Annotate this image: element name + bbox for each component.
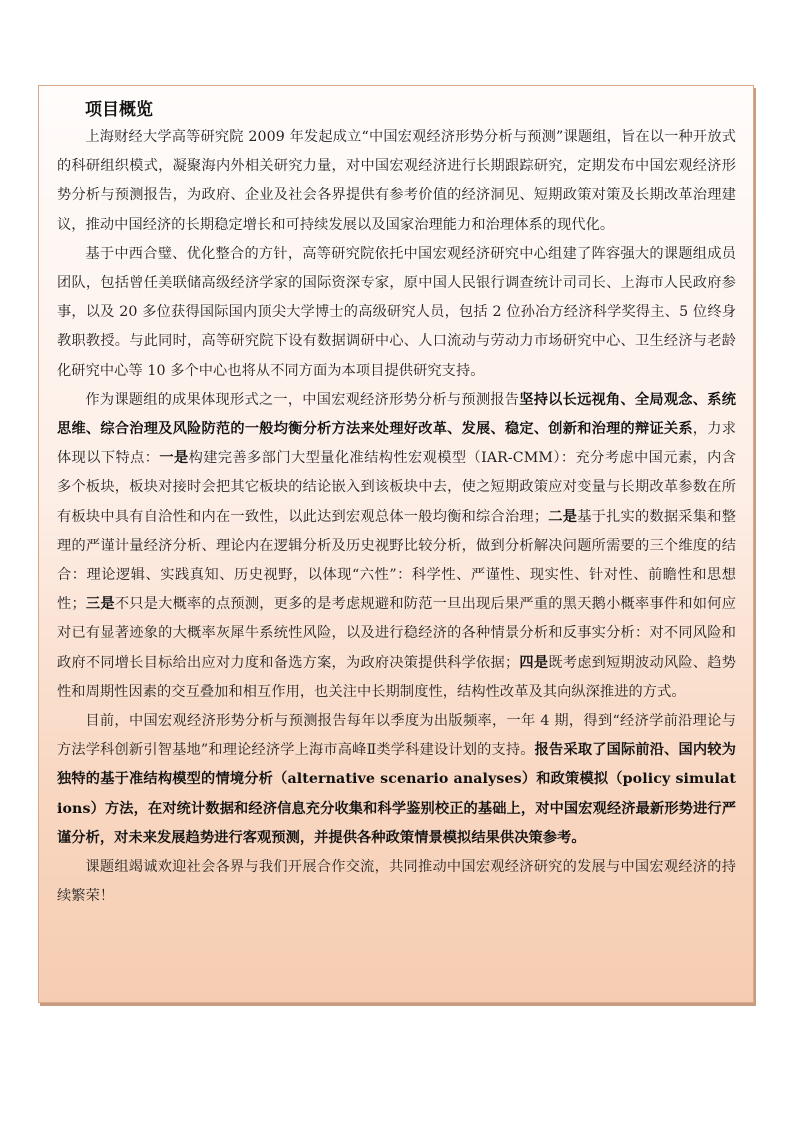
section-title: 项目概览 [85, 100, 153, 120]
feature-marker-1: 一是 [159, 450, 189, 467]
feature-marker-3: 三是 [85, 596, 115, 613]
paragraph-intro: 上海财经大学高等研究院 2009 年发起成立“中国宏观经济形势分析与预测”课题组，旨在以一种开放式的科研组织模式，凝聚海内外相关研究力量，对中国宏观经济进行长期跟踪研究，定期发布中国宏观经济形势分析与预测报告，为政府、企业及社会各界提供有参考价值的经济洞见、短期政策对策及长期改革治理建议，推动中国经济的长期稳定增长和可持续发展以及国家治理能力和治理体系的现代化。 [57, 129, 736, 233]
features-text-6: 既考虑到短期波动风险、趋势性和周期性因素的交互叠加和相互作用，也关注中长期制度性，结构性改革及其向纵深推进的方式。 [57, 654, 736, 700]
publication-text: 目前，中国宏观经济形势分析与预测报告每年以季度为出版频率，一年 4 期，得到“经济学前沿理论与方法学科创新引智基地”和理论经济学上海市高峰Ⅱ类学科建设计划的支持。 [57, 713, 736, 759]
feature-marker-2: 二是 [548, 508, 578, 525]
features-text-4: 基于扎实的数据采集和整理的严谨计量经济分析、理论内在逻辑分析及历史视野比较分析，做到分析解决问题所需要的三个维度的结合：理论逻辑、实践真知、历史视野，以体现“六性”：科学性、严谨性、现实性、针对性、前瞻性和思想性； [57, 508, 736, 613]
paragraph-team: 基于中西合璧、优化整合的方针，高等研究院依托中国宏观经济研究中心组建了阵容强大的课题组成员团队，包括曾任美联储高级经济学家的国际资深专家，原中国人民银行调查统计司司长、上海市人民政府参事，以及 20 多位获得国际国内顶尖大学博士的高级研究人员，包括 2 位孙冶方经济科学奖得主、5 位终身教职教授。与此同时，高等研究院下设有数据调研中心、人口流动与劳动力市场研究中心、卫生经济与老龄化研究中心等 10 多个中心也将从不同方面为本项目提供研究支持。 [57, 245, 736, 379]
features-text-1: 作为课题组的成果体现形式之一，中国宏观经济形势分析与预测报告 [85, 391, 520, 408]
features-text-3: 构建完善多部门大型量化准结构性宏观模型（IAR-CMM）：充分考虑中国元素，内含多个板块，板块对接时会把其它板块的结论嵌入到该板块中去，使之短期政策应对变量与长期改革参数在所有板块中具有自洽性和内在一致性，以此达到宏观总体一般均衡和综合治理； [57, 450, 736, 525]
project-overview-box [38, 85, 754, 1003]
features-bold-1: 坚持以长远视角、全局观念、系统思维、综合治理及风险防范的一般均衡分析方法来处理好改革、发展、稳定、创新和治理的辩证关系 [57, 391, 736, 438]
paragraph-features [57, 386, 736, 707]
feature-marker-4: 四是 [519, 654, 549, 671]
features-text-5: 不只是大概率的点预测，更多的是考虑规避和防范一旦出现后果严重的黑天鹅小概率事件和如何应对已有显著迹象的大概率灰犀牛系统性风险，以及进行稳经济的各种情景分析和反事实分析：对不同风险和政府不同增长目标给出应对力度和备选方案，为政府决策提供科学依据； [57, 596, 736, 671]
features-text-2: ，力求体现以下特点： [57, 421, 736, 467]
paragraph-publication [57, 707, 736, 853]
paragraph-closing: 课题组竭诚欢迎社会各界与我们开展合作交流，共同推动中国宏观经济研究的发展与中国宏观经济的持续繁荣！ [57, 859, 736, 905]
publication-bold: 报告采取了国际前沿、国内较为独特的基于准结构模型的情境分析（alternative scenario analyses）和政策模拟（policy simulations）方法，在对统计数据和经济信息充分收集和科学鉴别校正的基础上，对中国宏观经济最新形势进行严谨分析，对未来发展趋势进行客观预测，并提供各种政策情景模拟结果供决策参考。 [57, 742, 736, 846]
